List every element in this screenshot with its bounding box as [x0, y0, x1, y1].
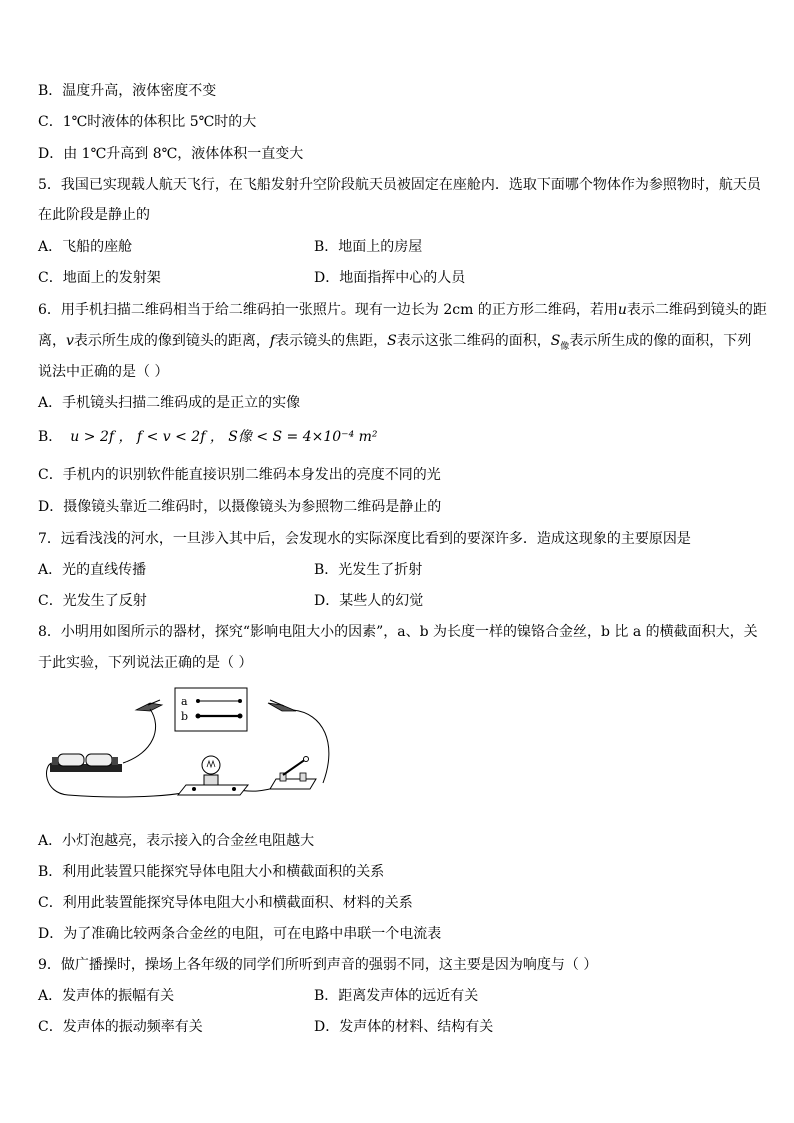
q8-option-a: A．小灯泡越亮，表示接入的合金丝电阻越大: [38, 833, 315, 849]
q6-option-d: D．摄像镜头靠近二维码时，以摄像镜头为参照物二维码是静止的: [38, 499, 442, 515]
q4-option-d: D．由 1℃升高到 8℃，液体体积一直变大: [38, 146, 304, 162]
q7-stem: 7．远看浅浅的河水，一旦涉入其中后，会发现水的实际深度比看到的要深许多．造成这现象的主要原因是: [38, 531, 691, 547]
q6-option-b: [38, 427, 378, 447]
q7-option-c: C．光发生了反射: [38, 593, 147, 609]
q6-var-s: S: [387, 333, 397, 349]
q8-stem-line1: 8．小明用如图所示的器材，探究“影响电阻大小的因素”，a、b 为长度一样的镍铬合金丝，b 比 a 的横截面积大，关: [38, 624, 758, 640]
q6-option-b-formula: u > 2f ， f < v < 2f ， S像 < S = 4×10⁻⁴ m²: [70, 429, 378, 445]
circuit-figure: [38, 683, 338, 813]
lamp-terminal: [192, 787, 196, 791]
q6-var-s-image-sub: 像: [560, 341, 570, 352]
switch-knob: [304, 757, 309, 762]
light-bulb-icon: [202, 756, 220, 774]
q6-option-c: C．手机内的识别软件能直接识别二维码本身发出的亮度不同的光: [38, 467, 441, 483]
q6-stem-text: 表示二维码到镜头的距: [626, 302, 767, 318]
q6-var-s-image: S: [550, 333, 561, 349]
q7-option-a: A．光的直线传播: [38, 562, 147, 578]
q6-option-a: A．手机镜头扫描二维码成的是正立的实像: [38, 395, 301, 411]
q6-stem-line1: [38, 300, 767, 320]
lamp-socket: [204, 775, 218, 785]
q6-stem-text: 表示所生成的像到镜头的距离，: [73, 333, 270, 349]
wire-right-clip-to-switch: [293, 710, 329, 783]
wire-left-clip-to-battery: [123, 709, 156, 763]
q8-stem-line2: 于此实验，下列说法正确的是（ ）: [38, 655, 253, 671]
q8-option-c: C．利用此装置能探究导体电阻大小和横截面积、材料的关系: [38, 895, 413, 911]
q6-stem-text: 表示镜头的焦距，: [275, 333, 388, 349]
wire-b-terminal: [196, 714, 201, 719]
q4-option-b: B．温度升高，液体密度不变: [38, 83, 217, 99]
q5-stem-line2: 在此阶段是静止的: [38, 207, 150, 223]
q6-var-u: u: [617, 302, 627, 318]
q5-option-c: C．地面上的发射架: [38, 270, 161, 286]
wire-a-terminal: [196, 699, 200, 703]
wire-b-terminal: [238, 714, 243, 719]
battery-terminal: [112, 757, 118, 765]
switch-lever: [283, 759, 306, 775]
q7-option-b: B．光发生了折射: [314, 562, 423, 578]
q8-option-b: B．利用此装置只能探究导体电阻大小和横截面积的关系: [38, 864, 385, 880]
lamp-terminal: [232, 787, 236, 791]
q6-stem-line2: [38, 331, 751, 357]
q6-stem-line3: 说法中正确的是（ ）: [38, 364, 169, 380]
battery-cell: [58, 754, 84, 766]
q6-var-f: f: [269, 333, 276, 349]
switch-board: [270, 779, 316, 789]
right-alligator-clip: [268, 703, 296, 711]
q9-option-c: C．发声体的振动频率有关: [38, 1019, 203, 1035]
q4-option-c: C．1℃时液体的体积比 5℃时的大: [38, 114, 257, 130]
q6-stem-text: 离，: [38, 333, 66, 349]
battery-cell: [86, 754, 112, 766]
wire-b-label: b: [181, 710, 189, 723]
q5-option-d: D．地面指挥中心的人员: [314, 270, 466, 286]
q6-option-b-label: B．: [38, 429, 63, 445]
q9-option-b: B．距离发声体的远近有关: [314, 988, 479, 1004]
q5-option-a: A．飞船的座舱: [38, 239, 133, 255]
q9-option-d: D．发声体的材料、结构有关: [314, 1019, 494, 1035]
q6-stem-text: 表示这张二维码的面积，: [396, 333, 551, 349]
q7-option-d: D．某些人的幻觉: [314, 593, 424, 609]
lamp-board: [178, 785, 248, 795]
battery-terminal: [52, 757, 58, 765]
q6-var-v: v: [66, 333, 74, 349]
wire-a-terminal: [238, 699, 242, 703]
switch-contact: [300, 773, 306, 781]
q6-stem-text: 表示所生成的像的面积，下列: [569, 333, 752, 349]
wire-a-label: a: [181, 695, 188, 708]
q6-stem-text: 6．用手机扫描二维码相当于给二维码拍一张照片。现有一边长为 2cm 的正方形二维码，若用: [38, 302, 618, 318]
q8-option-d: D．为了准确比较两条合金丝的电阻，可在电路中串联一个电流表: [38, 926, 442, 942]
q5-stem-line1: 5．我国已实现载人航天飞行，在飞船发射升空阶段航天员被固定在座舱内．选取下面哪个物体作为参照物时，航天员: [38, 177, 761, 193]
q5-option-b: B．地面上的房屋: [314, 239, 423, 255]
q9-stem: 9．做广播操时，操场上各年级的同学们所听到声音的强弱不同，这主要是因为响度与（ ）: [38, 957, 598, 973]
q9-option-a: A．发声体的振幅有关: [38, 988, 175, 1004]
